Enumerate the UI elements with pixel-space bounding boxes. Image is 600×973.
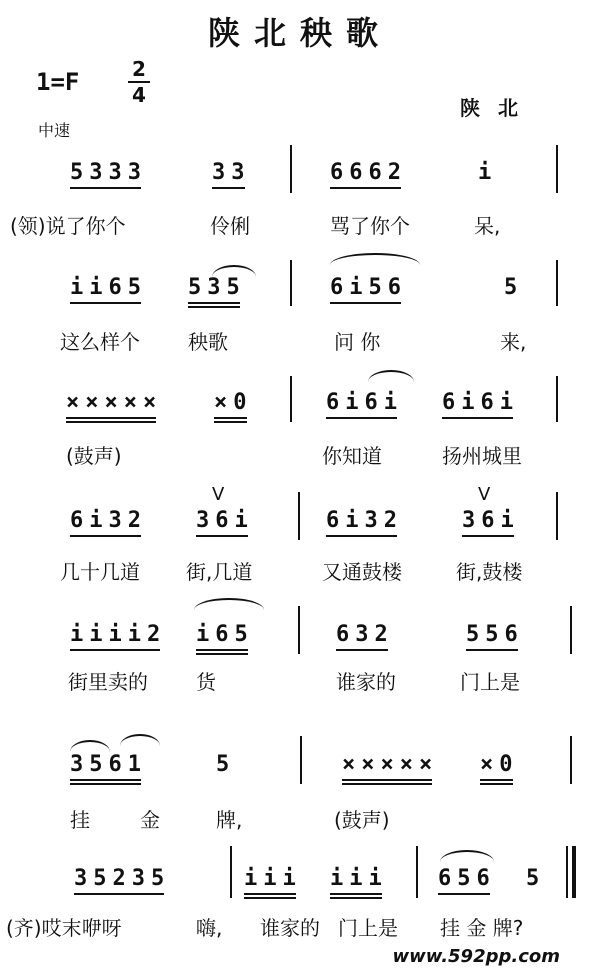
note-group: 5333 bbox=[70, 160, 147, 185]
lyric: 街里卖的 bbox=[68, 670, 148, 694]
slur bbox=[70, 740, 110, 752]
region-label: 陕北 bbox=[460, 96, 536, 120]
bar-line bbox=[556, 145, 558, 193]
lyric: 谁家的 bbox=[260, 916, 320, 940]
bar-line bbox=[230, 846, 232, 898]
note-group: 6i6i bbox=[326, 390, 403, 415]
lyric: 你知道 bbox=[322, 444, 382, 468]
final-bar-line bbox=[572, 846, 576, 898]
lyric: 街,鼓楼 bbox=[456, 560, 523, 584]
slur bbox=[368, 370, 414, 382]
note-group: i65 bbox=[196, 622, 254, 647]
lyric: (领)说了你个 bbox=[10, 214, 126, 238]
note-group: 36i bbox=[196, 508, 254, 533]
note-group: 6i32 bbox=[70, 508, 147, 533]
note-group: 5 bbox=[216, 752, 236, 777]
lyric: 金 bbox=[140, 808, 160, 832]
song-title: 陕北秧歌 bbox=[207, 14, 392, 52]
lyric: (齐)哎末咿呀 bbox=[6, 916, 122, 940]
lyric: 呆, bbox=[474, 214, 501, 238]
note-group: 36i bbox=[462, 508, 520, 533]
lyric: 门上是 bbox=[338, 916, 398, 940]
lyric: 挂 bbox=[70, 808, 90, 832]
note-group: i bbox=[478, 160, 498, 185]
bar-line bbox=[416, 846, 418, 898]
bar-line bbox=[290, 376, 292, 422]
note-group: iii bbox=[244, 866, 302, 891]
note-group: 556 bbox=[466, 622, 524, 647]
note-group: ××××× bbox=[66, 390, 162, 415]
bar-line bbox=[556, 492, 558, 540]
lyric: 秧歌 bbox=[188, 330, 228, 354]
time-signature-top: 2 bbox=[132, 57, 146, 81]
lyric: 来, bbox=[500, 330, 527, 354]
bar-line bbox=[556, 376, 558, 422]
note-group: iii bbox=[330, 866, 388, 891]
bar-line bbox=[566, 846, 568, 898]
note-group: ×0 bbox=[480, 752, 519, 777]
lyric: 骂了你个 bbox=[330, 214, 410, 238]
note-group: 35235 bbox=[74, 866, 170, 891]
lyric: 问 你 bbox=[334, 330, 381, 354]
note-group: 5 bbox=[504, 275, 524, 300]
note-group: 6i6i bbox=[442, 390, 519, 415]
bar-line bbox=[556, 260, 558, 306]
note-group: 33 bbox=[212, 160, 251, 185]
slur bbox=[120, 734, 160, 746]
slur bbox=[330, 253, 420, 265]
note-group: 3561 bbox=[70, 752, 147, 777]
lyric: 扬州城里 bbox=[442, 444, 522, 468]
lyric: 挂 金 牌? bbox=[440, 916, 524, 940]
lyric: 谁家的 bbox=[336, 670, 396, 694]
bar-line bbox=[300, 736, 302, 784]
lyric: (鼓声) bbox=[66, 444, 122, 468]
time-signature bbox=[128, 58, 150, 106]
bar-line bbox=[570, 606, 572, 654]
note-group: 5 bbox=[526, 866, 546, 891]
lyric: 伶俐 bbox=[210, 214, 250, 238]
bar-line bbox=[570, 736, 572, 784]
note-group: 6i56 bbox=[330, 275, 407, 300]
slur bbox=[440, 850, 494, 862]
bar-line bbox=[290, 145, 292, 193]
breath-mark: V bbox=[212, 484, 225, 505]
lyric: 街,几道 bbox=[186, 560, 253, 584]
lyric: 几十几道 bbox=[60, 560, 140, 584]
tempo-marking: 中速 bbox=[38, 121, 71, 140]
watermark: www.592pp.com bbox=[392, 946, 560, 967]
lyric: (鼓声) bbox=[334, 808, 390, 832]
bar-line bbox=[298, 606, 300, 654]
note-group: 6662 bbox=[330, 160, 407, 185]
note-group: ii65 bbox=[70, 275, 147, 300]
breath-mark: V bbox=[478, 484, 491, 505]
lyric: 货 bbox=[196, 670, 216, 694]
lyric: 这么样个 bbox=[60, 330, 140, 354]
bar-line bbox=[298, 492, 300, 540]
lyric: 又通鼓楼 bbox=[322, 560, 402, 584]
lyric: 牌, bbox=[216, 808, 243, 832]
note-group: 632 bbox=[336, 622, 394, 647]
note-group: 656 bbox=[438, 866, 496, 891]
lyric: 门上是 bbox=[460, 670, 520, 694]
note-group: ××××× bbox=[342, 752, 438, 777]
key-signature: 1=F bbox=[36, 68, 80, 96]
note-group: ×0 bbox=[214, 390, 253, 415]
note-group: 6i32 bbox=[326, 508, 403, 533]
note-group: 535 bbox=[188, 275, 246, 300]
slur bbox=[194, 598, 264, 610]
time-signature-bottom: 4 bbox=[132, 83, 146, 107]
note-group: iiii2 bbox=[70, 622, 166, 647]
bar-line bbox=[290, 260, 292, 306]
lyric: 嗨, bbox=[196, 916, 223, 940]
slur bbox=[212, 265, 256, 277]
